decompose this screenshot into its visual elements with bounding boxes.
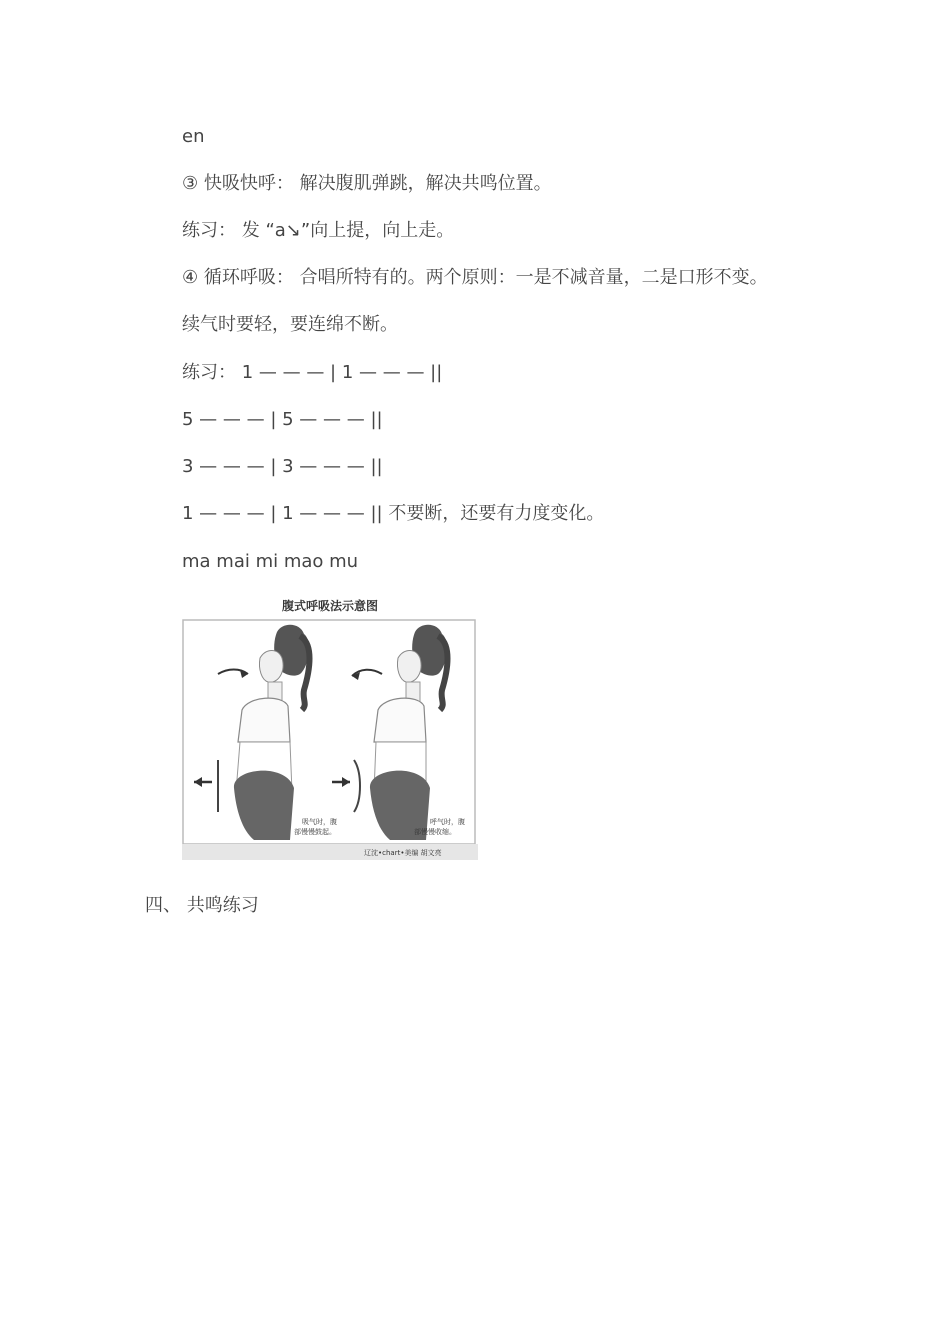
inhale-caption-line-1: 吸气时，腹 — [302, 818, 337, 826]
diagram-title: 腹式呼吸法示意图 — [281, 599, 379, 613]
text-line-5: 续气时要轻，要连绵不断。 — [182, 314, 398, 335]
text-line-1: en — [182, 126, 205, 147]
text-line-2: ③ 快吸快呼： 解决腹肌弹跳，解决共鸣位置。 — [182, 173, 552, 194]
text-line-10: ma mai mi mao mu — [182, 551, 359, 572]
section-heading: 四、 共鸣练习 — [145, 895, 259, 916]
breathing-diagram — [182, 592, 478, 860]
diagram-credit: 辽沈•chart•美编 胡文亮 — [364, 849, 442, 857]
text-line-3: 练习： 发 “a↘”向上提，向上走。 — [182, 220, 455, 241]
exhale-caption-line-1: 呼气时，腹 — [430, 818, 465, 826]
inhale-caption-line-2: 部慢慢鼓起。 — [294, 828, 336, 836]
text-line-4: ④ 循环呼吸： 合唱所特有的。两个原则：一是不减音量，二是口形不变。 — [182, 267, 768, 288]
text-line-8: 3 — — — | 3 — — — || — [182, 456, 383, 477]
text-line-6: 练习： 1 — — — | 1 — — — || — [182, 362, 443, 383]
text-line-9: 1 — — — | 1 — — — || 不要断，还要有力度变化。 — [182, 503, 605, 524]
exhale-caption-line-2: 部慢慢收缩。 — [414, 828, 456, 836]
text-line-7: 5 — — — | 5 — — — || — [182, 409, 383, 430]
